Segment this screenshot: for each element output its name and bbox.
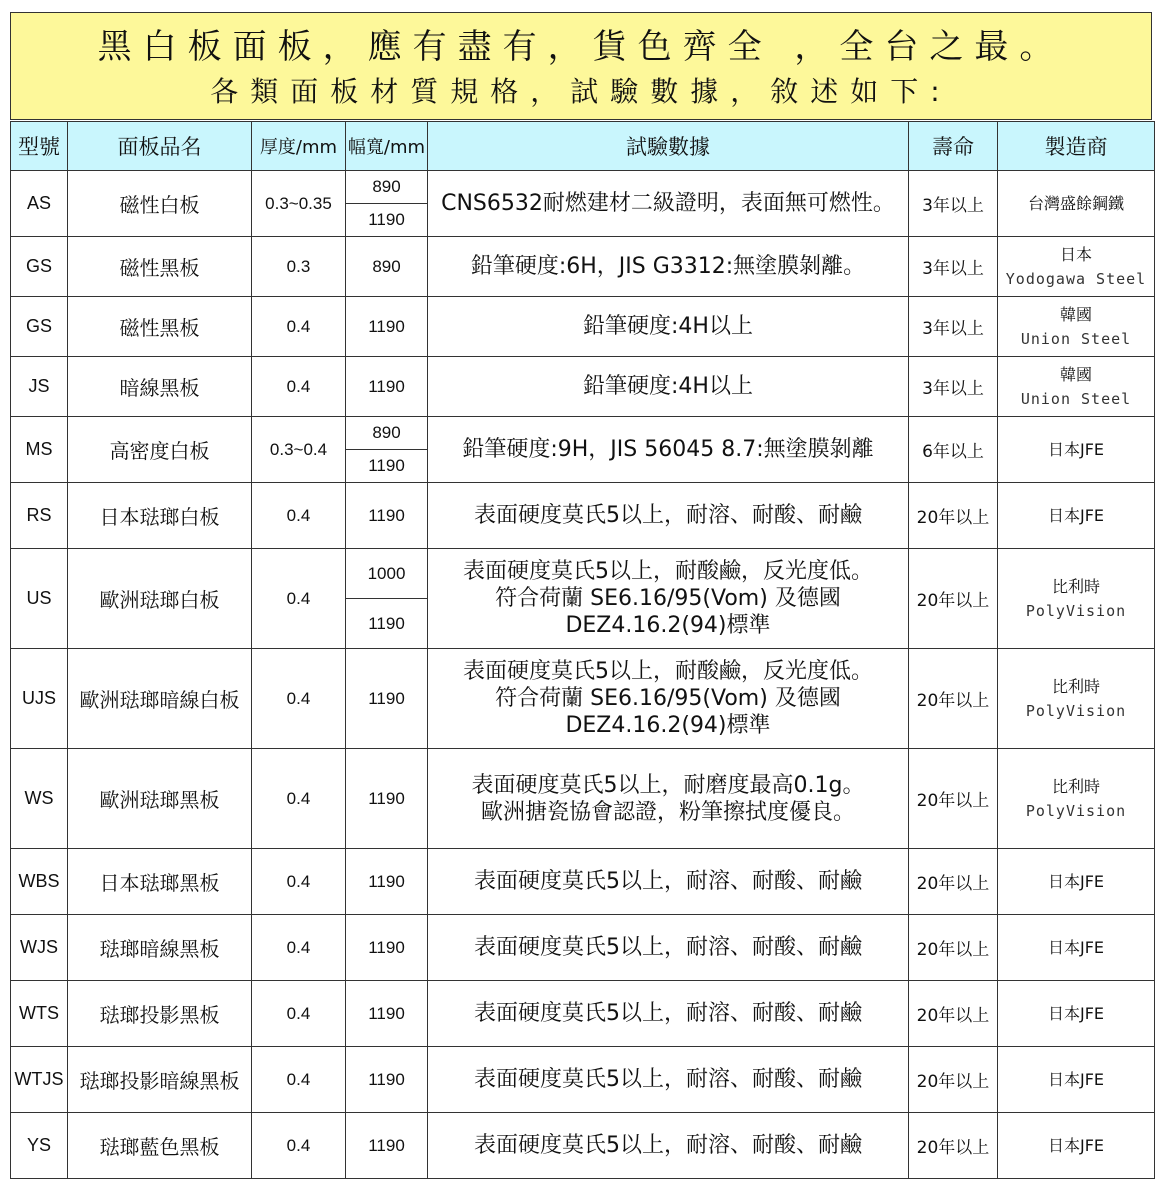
test-data-line: 鉛筆硬度:4H以上 <box>583 314 753 339</box>
test-data-cell <box>428 237 909 297</box>
manufacturer-name: 日本JFE <box>1047 871 1105 891</box>
model-cell: WTS <box>11 981 68 1047</box>
test-data-cell <box>428 749 909 849</box>
width-value: 890 <box>346 171 427 204</box>
title-banner <box>10 12 1152 120</box>
test-data-cell <box>428 357 909 417</box>
table-row <box>11 915 1155 981</box>
thickness-cell: 0.3~0.4 <box>252 417 346 483</box>
product-name-cell: 琺瑯投影黑板 <box>68 981 252 1047</box>
table-row <box>11 849 1155 915</box>
test-data-line: 表面硬度莫氏5以上，耐溶、耐酸、耐鹼 <box>474 1001 862 1026</box>
product-name-cell: 琺瑯暗線黑板 <box>68 915 252 981</box>
table-row <box>11 171 1155 237</box>
test-data-line: 表面硬度莫氏5以上，耐酸鹼，反光度低。 <box>463 559 873 584</box>
manufacturer-cell <box>998 849 1155 915</box>
manufacturer-cell <box>998 297 1155 357</box>
manufacturer-name: 日本JFE <box>1047 1135 1105 1155</box>
width-value: 1000 <box>346 549 427 599</box>
manufacturer-name: 韓國 <box>1059 304 1092 324</box>
header-model: 型號 <box>11 122 68 171</box>
header-manufacturer: 製造商 <box>998 122 1155 171</box>
thickness-cell: 0.4 <box>252 549 346 649</box>
manufacturer-cell <box>998 417 1155 483</box>
thickness-cell: 0.3 <box>252 237 346 297</box>
header-width: 幅寬/mm <box>346 122 428 171</box>
manufacturer-name: 台灣盛餘鋼鐵 <box>1027 193 1124 213</box>
model-cell: JS <box>11 357 68 417</box>
table-row <box>11 749 1155 849</box>
product-name-cell: 歐洲琺瑯暗線白板 <box>68 649 252 749</box>
test-data-line: 表面硬度莫氏5以上，耐酸鹼，反光度低。 <box>463 659 873 684</box>
model-cell: WBS <box>11 849 68 915</box>
width-cell: 1190 <box>346 1113 428 1179</box>
banner-subheadline: 各類面板材質規格，試驗數據，敘述如下: <box>210 75 952 108</box>
lifespan-cell: 20年以上 <box>909 1047 998 1113</box>
test-data-line: 鉛筆硬度:4H以上 <box>583 374 753 399</box>
model-cell: WJS <box>11 915 68 981</box>
lifespan-cell: 20年以上 <box>909 915 998 981</box>
width-cell: 1190 <box>346 1047 428 1113</box>
manufacturer-cell <box>998 483 1155 549</box>
table-row <box>11 649 1155 749</box>
thickness-cell: 0.4 <box>252 649 346 749</box>
header-lifespan: 壽命 <box>909 122 998 171</box>
width-cell: 1190 <box>346 849 428 915</box>
manufacturer-name: 日本JFE <box>1047 1069 1105 1089</box>
test-data-cell <box>428 171 909 237</box>
table-row <box>11 483 1155 549</box>
width-cell: 1190 <box>346 357 428 417</box>
test-data-line: 表面硬度莫氏5以上，耐溶、耐酸、耐鹼 <box>474 503 862 528</box>
test-data-line: 鉛筆硬度:9H，JIS 56045 8.7:無塗膜剝離 <box>462 437 874 462</box>
manufacturer-cell <box>998 649 1155 749</box>
width-cell <box>346 549 428 649</box>
lifespan-cell: 6年以上 <box>909 417 998 483</box>
test-data-cell <box>428 649 909 749</box>
table-row <box>11 237 1155 297</box>
test-data-line: 表面硬度莫氏5以上，耐溶、耐酸、耐鹼 <box>474 1067 862 1092</box>
manufacturer-cell <box>998 915 1155 981</box>
model-cell: AS <box>11 171 68 237</box>
product-name-cell: 磁性黑板 <box>68 297 252 357</box>
width-cell: 1190 <box>346 749 428 849</box>
lifespan-cell: 3年以上 <box>909 297 998 357</box>
model-cell: RS <box>11 483 68 549</box>
width-cell: 1190 <box>346 981 428 1047</box>
test-data-line: DEZ4.16.2(94)標準 <box>565 613 771 638</box>
test-data-line: 表面硬度莫氏5以上，耐磨度最高0.1g。 <box>471 772 865 798</box>
test-data-cell <box>428 1113 909 1179</box>
thickness-cell: 0.3~0.35 <box>252 171 346 237</box>
width-cell <box>346 417 428 483</box>
thickness-cell: 0.4 <box>252 915 346 981</box>
table-row <box>11 981 1155 1047</box>
test-data-cell <box>428 549 909 649</box>
product-name-cell: 日本琺瑯黑板 <box>68 849 252 915</box>
model-cell: WTJS <box>11 1047 68 1113</box>
thickness-cell: 0.4 <box>252 1047 346 1113</box>
manufacturer-cell <box>998 1113 1155 1179</box>
model-cell: GS <box>11 237 68 297</box>
width-value: 890 <box>346 417 427 450</box>
manufacturer-brand: PolyVision <box>1025 701 1127 720</box>
table-row <box>11 297 1155 357</box>
width-value: 1190 <box>368 614 405 633</box>
lifespan-cell: 20年以上 <box>909 649 998 749</box>
width-value: 1190 <box>368 456 405 475</box>
lifespan-cell: 3年以上 <box>909 357 998 417</box>
product-name-cell: 暗線黑板 <box>68 357 252 417</box>
thickness-cell: 0.4 <box>252 749 346 849</box>
product-name-cell: 琺瑯投影暗線黑板 <box>68 1047 252 1113</box>
product-name-cell: 日本琺瑯白板 <box>68 483 252 549</box>
test-data-line: CNS6532耐燃建材二級證明，表面無可燃性。 <box>441 191 895 216</box>
table-row <box>11 549 1155 649</box>
table-row <box>11 1047 1155 1113</box>
spec-table <box>10 121 1155 1179</box>
product-name-cell: 高密度白板 <box>68 417 252 483</box>
model-cell: YS <box>11 1113 68 1179</box>
manufacturer-brand: PolyVision <box>1025 801 1127 820</box>
manufacturer-cell <box>998 549 1155 649</box>
test-data-line: 鉛筆硬度:6H，JIS G3312:無塗膜剝離。 <box>470 254 866 279</box>
manufacturer-cell <box>998 237 1155 297</box>
thickness-cell: 0.4 <box>252 357 346 417</box>
lifespan-cell: 3年以上 <box>909 237 998 297</box>
test-data-cell <box>428 1047 909 1113</box>
width-cell: 890 <box>346 237 428 297</box>
model-cell: UJS <box>11 649 68 749</box>
manufacturer-name: 日本 <box>1059 244 1092 264</box>
product-name-cell: 磁性黑板 <box>68 237 252 297</box>
manufacturer-name: 日本JFE <box>1047 505 1105 525</box>
model-cell: GS <box>11 297 68 357</box>
test-data-cell <box>428 297 909 357</box>
test-data-line: 表面硬度莫氏5以上，耐溶、耐酸、耐鹼 <box>474 869 862 894</box>
manufacturer-cell <box>998 357 1155 417</box>
lifespan-cell: 20年以上 <box>909 1113 998 1179</box>
lifespan-cell: 20年以上 <box>909 849 998 915</box>
test-data-line: 表面硬度莫氏5以上，耐溶、耐酸、耐鹼 <box>474 1133 862 1158</box>
manufacturer-cell <box>998 981 1155 1047</box>
width-value: 1190 <box>368 210 405 229</box>
width-cell: 1190 <box>346 297 428 357</box>
manufacturer-name: 日本JFE <box>1047 1003 1105 1023</box>
width-cell: 1190 <box>346 915 428 981</box>
product-name-cell: 磁性白板 <box>68 171 252 237</box>
test-data-line: DEZ4.16.2(94)標準 <box>565 713 771 738</box>
width-cell: 1190 <box>346 649 428 749</box>
manufacturer-brand: Union Steel <box>1020 329 1132 348</box>
lifespan-cell: 20年以上 <box>909 981 998 1047</box>
thickness-cell: 0.4 <box>252 297 346 357</box>
thickness-cell: 0.4 <box>252 1113 346 1179</box>
lifespan-cell: 20年以上 <box>909 549 998 649</box>
lifespan-cell: 20年以上 <box>909 749 998 849</box>
table-row <box>11 417 1155 483</box>
test-data-line: 表面硬度莫氏5以上，耐溶、耐酸、耐鹼 <box>474 935 862 960</box>
manufacturer-brand: PolyVision <box>1025 601 1127 620</box>
product-name-cell: 歐洲琺瑯白板 <box>68 549 252 649</box>
lifespan-cell: 20年以上 <box>909 483 998 549</box>
product-name-cell: 琺瑯藍色黑板 <box>68 1113 252 1179</box>
test-data-cell <box>428 483 909 549</box>
table-header-row <box>11 122 1155 171</box>
test-data-cell <box>428 849 909 915</box>
thickness-cell: 0.4 <box>252 849 346 915</box>
manufacturer-brand: Union Steel <box>1020 389 1132 408</box>
manufacturer-cell <box>998 1047 1155 1113</box>
width-cell <box>346 171 428 237</box>
manufacturer-name: 比利時 <box>1051 676 1100 696</box>
banner-headline: 黑白板面板，應有盡有，貨色齊全 ，全台之最。 <box>97 27 1065 67</box>
test-data-cell <box>428 915 909 981</box>
test-data-cell <box>428 981 909 1047</box>
model-cell: US <box>11 549 68 649</box>
header-thickness: 厚度/mm <box>252 122 346 171</box>
thickness-cell: 0.4 <box>252 483 346 549</box>
product-name-cell: 歐洲琺瑯黑板 <box>68 749 252 849</box>
lifespan-cell: 3年以上 <box>909 171 998 237</box>
test-data-cell <box>428 417 909 483</box>
thickness-cell: 0.4 <box>252 981 346 1047</box>
test-data-line: 符合荷蘭 SE6.16/95(Vom) 及德國 <box>495 686 841 711</box>
test-data-line: 符合荷蘭 SE6.16/95(Vom) 及德國 <box>495 586 841 611</box>
manufacturer-brand: Yodogawa Steel <box>1005 269 1147 288</box>
manufacturer-name: 比利時 <box>1051 576 1100 596</box>
manufacturer-name: 韓國 <box>1059 364 1092 384</box>
table-row <box>11 357 1155 417</box>
model-cell: MS <box>11 417 68 483</box>
table-body <box>11 171 1155 1179</box>
table-row <box>11 1113 1155 1179</box>
manufacturer-cell <box>998 749 1155 849</box>
manufacturer-name: 比利時 <box>1051 776 1100 796</box>
manufacturer-cell <box>998 171 1155 237</box>
manufacturer-name: 日本JFE <box>1047 937 1105 957</box>
test-data-line: 歐洲搪瓷協會認證，粉筆擦拭度優良。 <box>480 799 855 825</box>
manufacturer-name: 日本JFE <box>1047 439 1105 459</box>
width-cell: 1190 <box>346 483 428 549</box>
header-product-name: 面板品名 <box>68 122 252 171</box>
header-test-data: 試驗數據 <box>428 122 909 171</box>
model-cell: WS <box>11 749 68 849</box>
